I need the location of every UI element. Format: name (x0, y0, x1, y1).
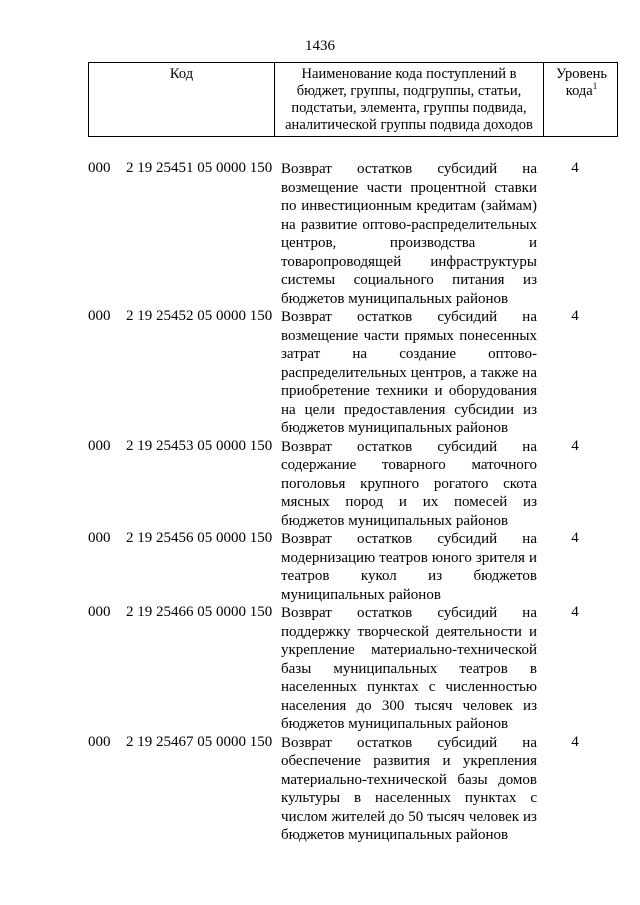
table-row (0, 734, 640, 845)
table-row (0, 160, 640, 308)
page-number: 1436 (305, 38, 335, 54)
row-level: 4 (571, 733, 579, 750)
table-row (0, 604, 640, 734)
row-level: 4 (571, 530, 579, 546)
table-row (0, 438, 640, 531)
row-name: Возврат остатков субсидий на обеспечение развития и укрепления материально-технической базы домов культуры в населенных пунктах с числом жителей до 50 тысяч человек из бюджетов муниципальных районов (281, 734, 537, 843)
row-name: Возврат остатков субсидий на возмещение части прямых понесенных затрат на создание оптово-распределительных центров, а также на приобретение техники и оборудования на цели предоставления субсидии из бюджетов муниципальных районов (281, 309, 537, 436)
row-code: 2 19 25466 05 0000 150 (126, 604, 273, 620)
row-name: Возврат остатков субсидий на содержание товарного маточного поголовья крупного рогатого скота мясных пород и их помесей из бюджетов муниципальных районов (281, 438, 537, 529)
row-code: 2 19 25451 05 0000 150 (126, 160, 273, 176)
row-code: 2 19 25453 05 0000 150 (126, 437, 273, 454)
table-body (0, 160, 640, 845)
row-name: Возврат остатков субсидий на возмещение части процентной ставки по инвестиционным кредитам (займам) на развитие оптово-распределительных центров, производства и товаропроводящей инфраструктуры системы социального питания из бюджетов муниципальных районов (281, 161, 537, 307)
header-code (89, 63, 275, 136)
row-code: 2 19 25452 05 0000 150 (126, 308, 273, 324)
row-prefix: 000 (88, 437, 111, 454)
row-prefix: 000 (88, 604, 111, 620)
row-name: Возврат остатков субсидий на модернизацию театров юного зрителя и театров кукол из бюджетов муниципальных районов (281, 531, 537, 603)
row-level: 4 (571, 437, 579, 454)
table-row (0, 308, 640, 438)
header-level-footnote: 1 (592, 81, 598, 92)
header-name-label: Наименование кода поступлений в бюджет, группы, подгруппы, статьи, подстатьи, элемента, группы подвида, аналитической группы подвида доходов (285, 66, 533, 133)
table-header (88, 62, 618, 137)
row-name: Возврат остатков субсидий на поддержку творческой деятельности и укрепление материально-технической базы муниципальных театров в населенных пунктах с численностью населения до 300 тысяч человек из бюджетов муниципальных районов (281, 605, 537, 732)
row-level: 4 (571, 604, 579, 620)
row-code: 2 19 25456 05 0000 150 (126, 530, 273, 546)
row-prefix: 000 (88, 530, 111, 546)
header-level-label: Уровень кода (555, 66, 608, 99)
row-prefix: 000 (88, 733, 111, 750)
row-code: 2 19 25467 05 0000 150 (126, 733, 273, 750)
header-level (544, 63, 619, 136)
row-prefix: 000 (88, 160, 111, 176)
table-row (0, 530, 640, 604)
header-name (275, 63, 544, 136)
row-level: 4 (571, 160, 579, 176)
header-code-label: Код (169, 66, 194, 82)
row-prefix: 000 (88, 308, 111, 324)
row-level: 4 (571, 308, 579, 324)
